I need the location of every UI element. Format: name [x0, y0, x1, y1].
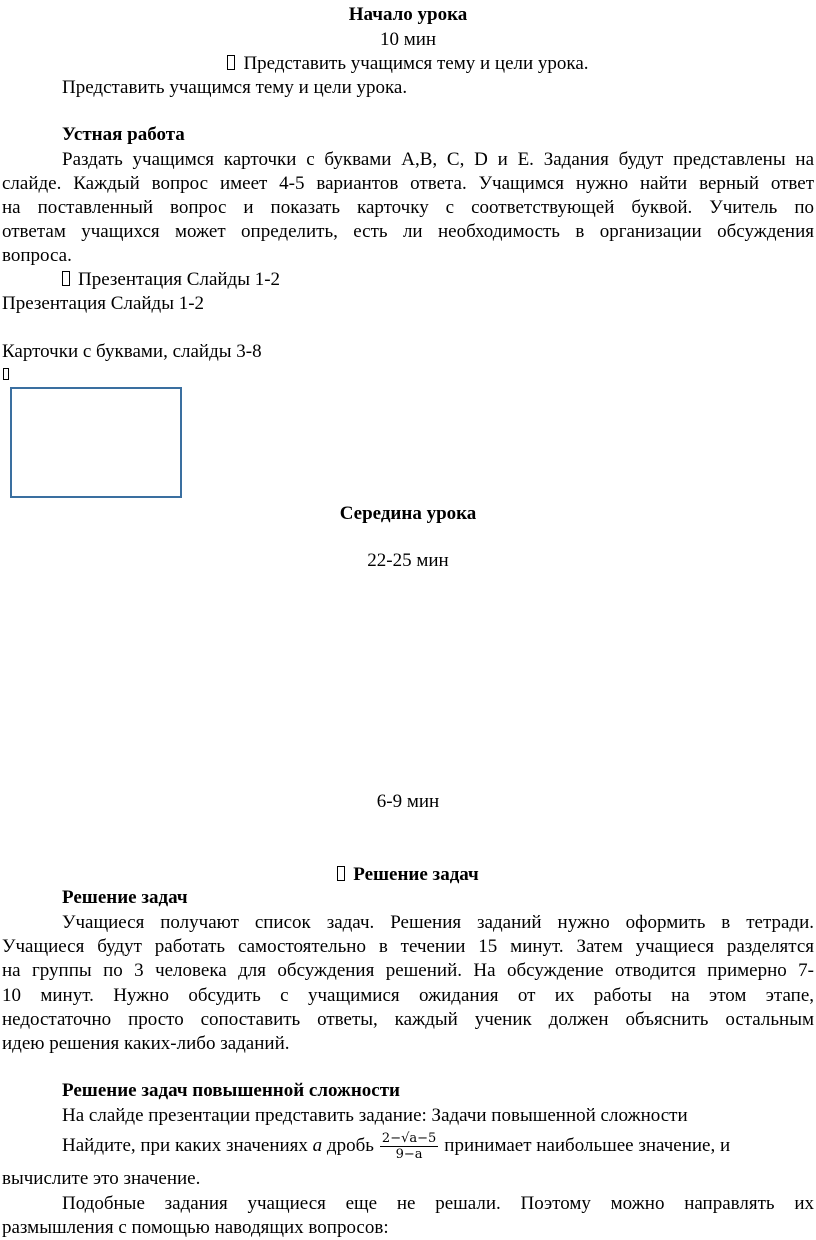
advanced-find-line [62, 1126, 730, 1166]
fraction-numerator: 2−√a−5 [381, 1131, 437, 1147]
find-mid-text: дробь [326, 1135, 374, 1156]
oral-presentation-text: Презентация Слайды 1-2 [2, 293, 205, 314]
middle-time-1: 22-25 мин [367, 550, 449, 571]
tasks-line-6: идею решения каких-либо заданий. [2, 1033, 290, 1054]
start-bullet-text: Представить учащимся тему и цели урока. [243, 53, 589, 74]
bullet-glyph-icon [337, 866, 345, 881]
oral-bullet-text: Презентация Слайды 1-2 [78, 269, 281, 290]
oral-line-5: вопроса. [2, 245, 72, 266]
oral-bullet [62, 268, 280, 292]
middle-time-2: 6-9 мин [376, 791, 440, 812]
tasks-line-1: Учащиеся получают список задач. Решения заданий нужно оформить в тетради. [62, 912, 814, 933]
oral-line-4: ответам учащихся может определить, есть ли необходимость в организации обсуждения [2, 221, 814, 242]
variable-a: a [312, 1135, 323, 1156]
advanced-line-1: На слайде презентации представить задание: Задачи повышенной сложности [62, 1105, 688, 1126]
start-time: 10 мин [379, 29, 437, 50]
start-bullet [0, 52, 816, 76]
tasks-line-4: 10 минут. Нужно обсудить с учащимися ожидания от их работы на этом этапе, [2, 985, 814, 1006]
oral-heading: Устная работа [62, 124, 185, 145]
tasks-line-2: Учащиеся будут работать самостоятельно в течении 15 минут. Затем учащиеся разделятся [2, 936, 814, 957]
oral-cards-text: Карточки с буквами, слайды 3-8 [2, 341, 262, 362]
bullet-glyph-icon [3, 368, 9, 380]
advanced-find-line-2: вычислите это значение. [2, 1168, 201, 1189]
tasks-heading: Решение задач [62, 887, 188, 908]
bullet-glyph-icon [227, 55, 235, 70]
advanced-final-line-2: размышления с помощью наводящих вопросов: [2, 1217, 389, 1238]
tasks-line-3: на группы по 3 человека для обсуждения решений. На обсуждение отводится примерно 7- [2, 960, 814, 981]
middle-heading: Середина урока [339, 503, 477, 524]
find-before-text: Найдите, при каких значениях [62, 1135, 308, 1156]
tasks-bullet-heading: Решение задач [353, 864, 479, 885]
fraction-denominator: 9−a [395, 1147, 423, 1163]
image-placeholder-frame [10, 387, 182, 498]
oral-line-3: на поставленный вопрос и показать карточку с соответствующей буквой. Учитель по [2, 197, 814, 218]
advanced-heading: Решение задач повышенной сложности [62, 1080, 400, 1101]
find-after-text: принимает наибольшее значение, и [444, 1135, 731, 1156]
fraction [380, 1131, 438, 1162]
bullet-glyph-icon [62, 271, 70, 286]
oral-line-1: Раздать учащимся карточки с буквами A,B, C, D и E. Задания будут представлены на [62, 149, 814, 170]
tasks-line-5: недостаточно просто сопоставить ответы, каждый ученик должен объяснить остальным [2, 1009, 814, 1030]
start-text: Представить учащимся тему и цели урока. [62, 77, 408, 98]
start-heading: Начало урока [348, 4, 468, 25]
tasks-bullet [0, 863, 816, 887]
empty-bullet [3, 362, 9, 386]
advanced-final-line-1: Подобные задания учащиеся еще не решали. Поэтому можно направлять их [62, 1193, 814, 1214]
oral-line-2: слайде. Каждый вопрос имеет 4-5 вариантов ответа. Учащимся нужно найти верный ответ [2, 173, 814, 194]
